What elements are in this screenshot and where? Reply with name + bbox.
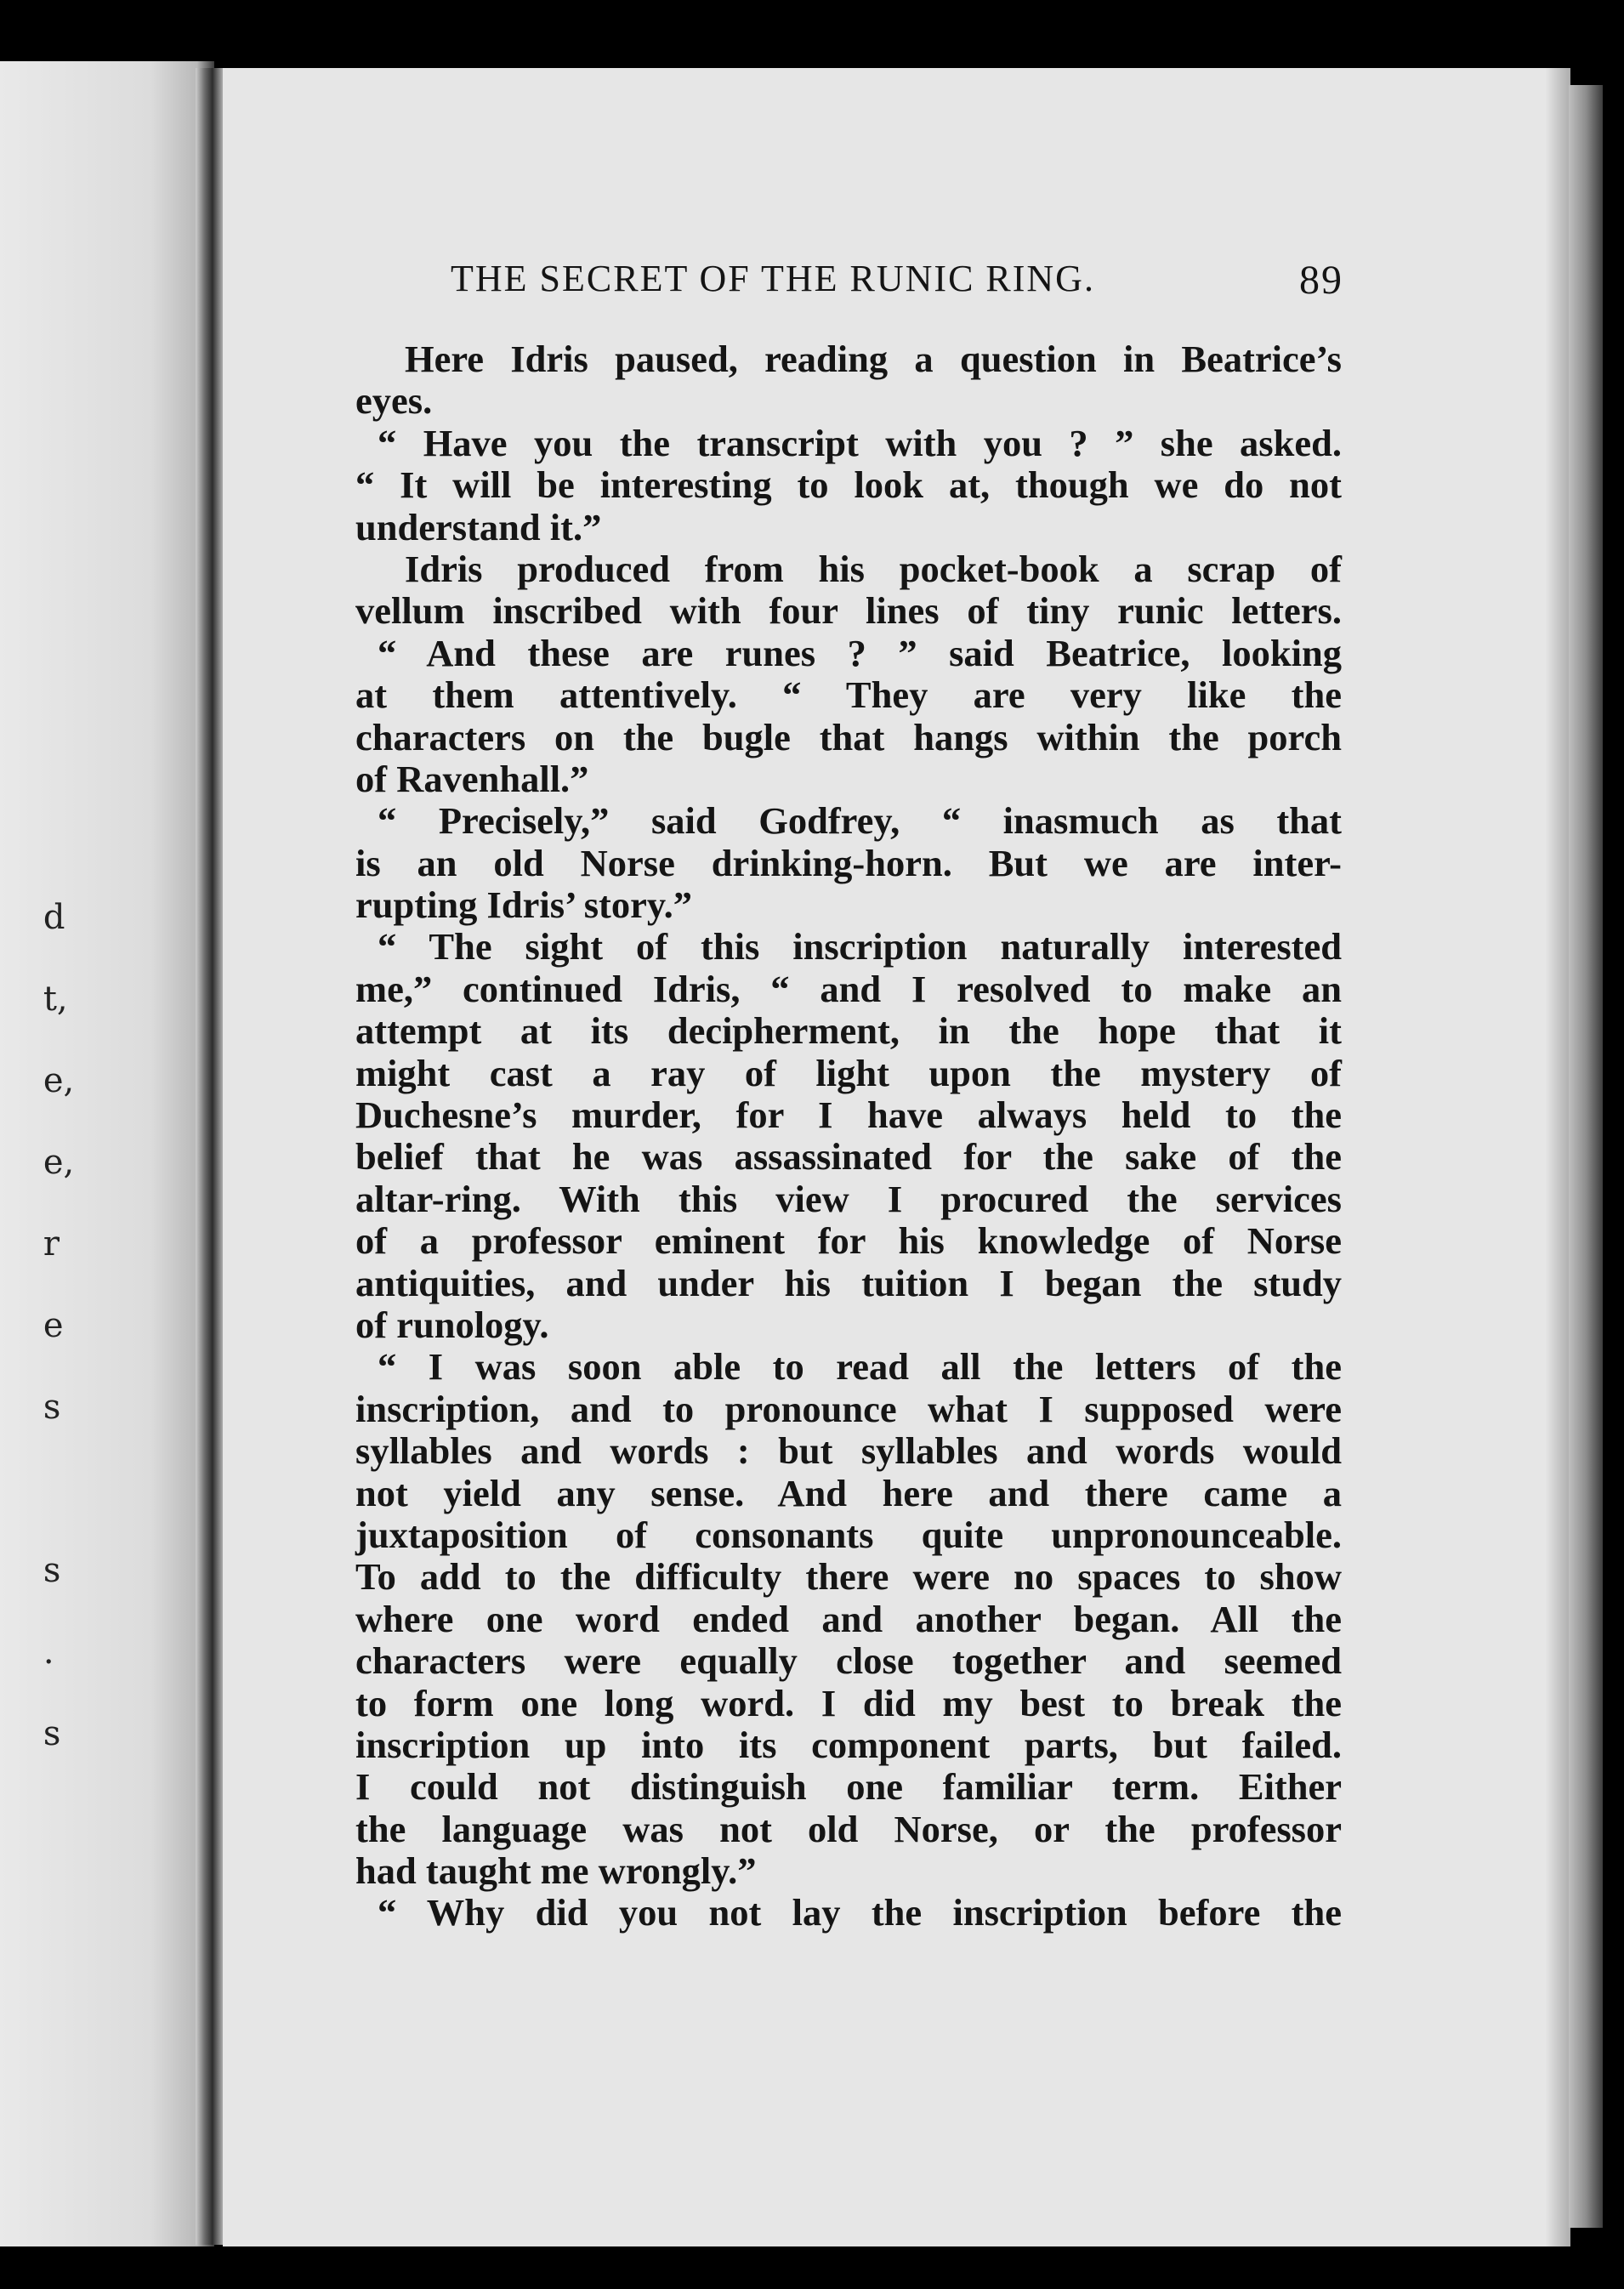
text-line: To add to the difficulty there were no spaces to show bbox=[355, 1555, 1342, 1599]
running-header bbox=[451, 257, 1343, 311]
left-edge-char: s bbox=[43, 1714, 61, 1753]
text-line: inscription up into its component parts, but failed. bbox=[355, 1723, 1342, 1766]
header-title: THE SECRET OF THE RUNIC RING. bbox=[451, 258, 1095, 299]
left-edge-char: s bbox=[43, 1551, 61, 1590]
text-line: “ The sight of this inscription naturally interested bbox=[378, 925, 1342, 968]
text-line: “ Have you the transcript with you ? ” she asked. bbox=[378, 421, 1342, 464]
left-edge-char: e, bbox=[43, 1143, 75, 1182]
left-edge-char: r bbox=[43, 1224, 60, 1264]
text-line: vellum inscribed with four lines of tiny runic letters. bbox=[355, 589, 1342, 633]
text-line: “ It will be interesting to look at, though we do not bbox=[355, 463, 1342, 507]
text-line: “ And these are runes ? ” said Beatrice, looking bbox=[378, 631, 1342, 674]
text-line: eyes. bbox=[355, 379, 433, 423]
text-line: where one word ended and another began. All the bbox=[355, 1597, 1342, 1640]
left-edge-char: . bbox=[43, 1633, 54, 1672]
left-edge-char: s bbox=[43, 1388, 61, 1427]
text-line: Idris produced from his pocket-book a scrap of bbox=[405, 547, 1342, 590]
text-line: is an old Norse drinking-horn. But we are inter- bbox=[355, 841, 1342, 884]
text-line: Duchesne’s murder, for I have always held to the bbox=[355, 1093, 1342, 1137]
text-line: antiquities, and under his tuition I began the study bbox=[355, 1261, 1342, 1304]
text-line: at them attentively. “ They are very like the bbox=[355, 673, 1342, 717]
text-line: syllables and words : but syllables and words would bbox=[355, 1429, 1342, 1473]
text-line: had taught me wrongly.” bbox=[355, 1849, 757, 1893]
text-line: of Ravenhall.” bbox=[355, 757, 589, 800]
text-line: understand it.” bbox=[355, 505, 602, 548]
text-line: the language was not old Norse, or the professor bbox=[355, 1807, 1342, 1850]
left-page bbox=[0, 61, 214, 2246]
book-gutter bbox=[196, 68, 226, 2245]
text-line: juxtaposition of consonants quite unpronounceable. bbox=[355, 1513, 1342, 1556]
page-number: 89 bbox=[1299, 258, 1343, 303]
left-page-edge-text bbox=[0, 856, 75, 1795]
text-line: Here Idris paused, reading a question in Beatrice’s bbox=[405, 338, 1342, 380]
body-text bbox=[355, 338, 1342, 1934]
page-edge bbox=[1569, 85, 1603, 2228]
text-line: attempt at its decipherment, in the hope that it bbox=[355, 1009, 1342, 1053]
text-line: I could not distinguish one familiar term. Either bbox=[355, 1765, 1342, 1809]
text-line: not yield any sense. And here and there came a bbox=[355, 1471, 1342, 1514]
left-edge-char: t, bbox=[43, 980, 68, 1019]
text-line: me,” continued Idris, “ and I resolved to make an bbox=[355, 967, 1342, 1010]
text-line: “ Precisely,” said Godfrey, “ inasmuch as that bbox=[378, 799, 1342, 843]
page-shadow bbox=[1545, 68, 1570, 2246]
left-edge-char: e, bbox=[43, 1061, 75, 1100]
text-line: to form one long word. I did my best to break the bbox=[355, 1681, 1342, 1724]
text-line: characters on the bugle that hangs within the porch bbox=[355, 715, 1342, 758]
text-line: might cast a ray of light upon the mystery of bbox=[355, 1051, 1342, 1094]
left-edge-char: d bbox=[43, 898, 65, 937]
left-edge-char: e bbox=[43, 1306, 64, 1345]
text-line: “ Why did you not lay the inscription before the bbox=[378, 1891, 1342, 1934]
text-line: rupting Idris’ story.” bbox=[355, 883, 693, 927]
text-line: altar-ring. With this view I procured the services bbox=[355, 1177, 1342, 1220]
text-line: belief that he was assassinated for the sake of the bbox=[355, 1135, 1342, 1179]
text-line: of runology. bbox=[355, 1303, 549, 1346]
text-line: “ I was soon able to read all the letters of the bbox=[378, 1345, 1342, 1389]
text-line: of a professor eminent for his knowledge of Norse bbox=[355, 1219, 1342, 1263]
text-line: characters were equally close together and seemed bbox=[355, 1639, 1342, 1683]
text-line: inscription, and to pronounce what I supposed were bbox=[355, 1387, 1342, 1430]
